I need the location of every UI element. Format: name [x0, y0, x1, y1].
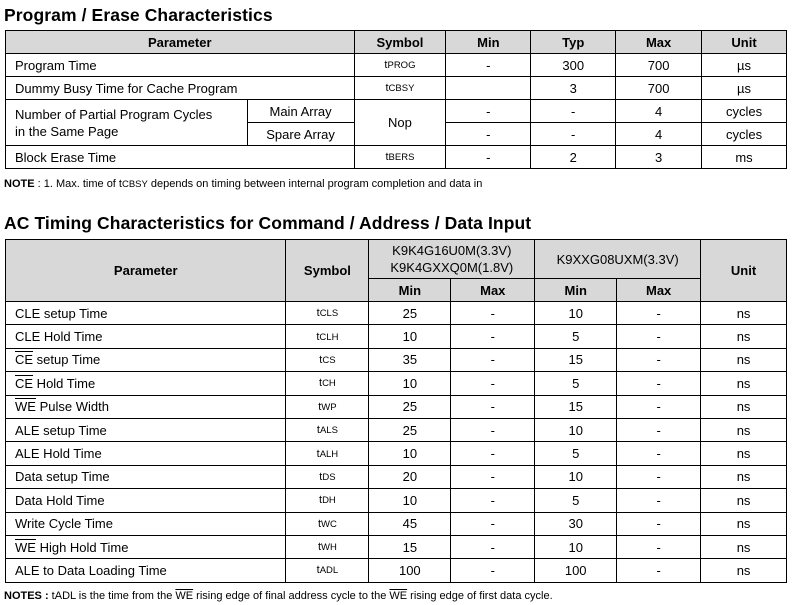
unit-cell: cycles: [702, 123, 787, 146]
param-cell: [6, 100, 248, 146]
unit-cell: ns: [701, 348, 787, 371]
unit-cell: ns: [701, 512, 787, 535]
header-unit: Unit: [702, 31, 787, 54]
max-cell-2: -: [617, 465, 701, 488]
symbol-cell: tCLH: [286, 325, 369, 348]
max-cell-2: -: [617, 489, 701, 512]
min-cell-2: 10: [535, 535, 617, 558]
max-cell-1: -: [451, 395, 535, 418]
header-parameter: Parameter: [6, 240, 286, 302]
unit-cell: ns: [701, 302, 787, 325]
min-cell-1: 25: [369, 395, 451, 418]
table-row: [6, 325, 787, 348]
max-cell-2: -: [617, 302, 701, 325]
min-cell-2: 5: [535, 372, 617, 395]
max-cell-2: -: [617, 512, 701, 535]
param-cell: $\overline{WE}$ High Hold Time: [6, 535, 286, 558]
symbol-cell: tCLS: [286, 302, 369, 325]
param-cell: ALE setup Time: [6, 418, 286, 441]
min-cell: -: [446, 146, 531, 169]
header-unit: Unit: [701, 240, 787, 302]
max-cell-2: -: [617, 348, 701, 371]
param-cell: Program Time: [6, 54, 355, 77]
table-row: [6, 100, 787, 123]
table-row: [6, 442, 787, 465]
min-cell-1: 15: [369, 535, 451, 558]
param-cell: $\overline{WE}$ Pulse Width: [6, 395, 286, 418]
subparam-spare-array: Spare Array: [247, 123, 354, 146]
unit-cell: µs: [702, 77, 787, 100]
symbol-cell: tWP: [286, 395, 369, 418]
min-cell-2: 10: [535, 418, 617, 441]
unit-cell: ns: [701, 442, 787, 465]
param-cell: ALE to Data Loading Time: [6, 559, 286, 582]
min-cell-1: 25: [369, 302, 451, 325]
typ-cell: 3: [531, 77, 616, 100]
symbol-cell: tWH: [286, 535, 369, 558]
symbol-cell: tCS: [286, 348, 369, 371]
header-parameter: Parameter: [6, 31, 355, 54]
param-cell: Write Cycle Time: [6, 512, 286, 535]
min-cell-2: 10: [535, 465, 617, 488]
max-cell-2: -: [617, 535, 701, 558]
min-cell: -: [446, 54, 531, 77]
max-cell-2: -: [617, 418, 701, 441]
min-cell-1: 20: [369, 465, 451, 488]
section-title-ac-timing: AC Timing Characteristics for Command / Address / Data Input: [4, 213, 532, 233]
max-cell-1: -: [451, 535, 535, 558]
header-min: Min: [446, 31, 531, 54]
unit-cell: ns: [701, 465, 787, 488]
typ-cell: -: [531, 100, 616, 123]
section-title-program-erase: Program / Erase Characteristics: [4, 5, 273, 25]
min-cell: [446, 77, 531, 100]
typ-cell: 300: [531, 54, 616, 77]
symbol-cell: tALH: [286, 442, 369, 465]
min-cell-1: 100: [369, 559, 451, 582]
table-row: [6, 465, 787, 488]
unit-cell: ns: [701, 395, 787, 418]
unit-cell: ms: [702, 146, 787, 169]
unit-cell: ns: [701, 489, 787, 512]
max-cell-2: -: [617, 395, 701, 418]
max-cell-1: -: [451, 372, 535, 395]
min-cell: -: [446, 100, 531, 123]
header-max-2: Max: [617, 279, 701, 302]
max-cell-2: -: [617, 559, 701, 582]
header-max-1: Max: [451, 279, 535, 302]
unit-cell: µs: [702, 54, 787, 77]
symbol-cell: tWC: [286, 512, 369, 535]
min-cell-2: 5: [535, 442, 617, 465]
header-max: Max: [616, 31, 702, 54]
max-cell-1: -: [451, 489, 535, 512]
max-cell-1: -: [451, 418, 535, 441]
symbol-cell: tCH: [286, 372, 369, 395]
table-row: [6, 348, 787, 371]
unit-cell: ns: [701, 325, 787, 348]
min-cell-1: 10: [369, 489, 451, 512]
max-cell-2: -: [617, 372, 701, 395]
param-line: in the Same Page: [15, 123, 119, 139]
min-cell-1: 10: [369, 325, 451, 348]
max-cell-1: -: [451, 348, 535, 371]
header-device-2: K9XXG08UXM(3.3V): [535, 240, 701, 279]
max-cell-1: -: [451, 325, 535, 348]
header-min-2: Min: [535, 279, 617, 302]
header-min-1: Min: [369, 279, 451, 302]
param-cell: Data Hold Time: [6, 489, 286, 512]
max-cell: 4: [616, 100, 702, 123]
unit-cell: ns: [701, 372, 787, 395]
unit-cell: ns: [701, 418, 787, 441]
min-cell-1: 10: [369, 372, 451, 395]
param-cell: $\overline{CE}$ Hold Time: [6, 372, 286, 395]
note-ac-timing: NOTES : tADL is the time from the $\overline{WE}$ rising edge of final address cycle to the $\overline{WE}$ rising edge of first data cycle.: [4, 590, 553, 602]
max-cell: 700: [616, 77, 702, 100]
max-cell-1: -: [451, 302, 535, 325]
min-cell-2: 100: [535, 559, 617, 582]
param-line: Number of Partial Program Cycles: [15, 106, 213, 122]
header-symbol: Symbol: [354, 31, 446, 54]
min-cell-2: 5: [535, 489, 617, 512]
note-program-erase: NOTE : 1. Max. time of tCBSY depends on timing between internal program completion and data in: [4, 178, 483, 190]
param-cell: Data setup Time: [6, 465, 286, 488]
ac-timing-table: [5, 239, 787, 583]
max-cell-2: -: [617, 325, 701, 348]
table-header-row: [6, 31, 787, 54]
min-cell-2: 5: [535, 325, 617, 348]
symbol-cell: tALS: [286, 418, 369, 441]
symbol-cell: tADL: [286, 559, 369, 582]
symbol-cell: tCBSY: [354, 77, 446, 100]
device-1-line: K9K4G16U0M(3.3V): [392, 243, 512, 258]
header-symbol: Symbol: [286, 240, 369, 302]
typ-cell: 2: [531, 146, 616, 169]
program-erase-table: [5, 30, 787, 169]
unit-cell: ns: [701, 559, 787, 582]
max-cell-1: -: [451, 442, 535, 465]
symbol-cell: tPROG: [354, 54, 446, 77]
min-cell-2: 15: [535, 395, 617, 418]
param-cell: CLE setup Time: [6, 302, 286, 325]
symbol-cell: Nop: [354, 100, 446, 146]
table-row: [6, 372, 787, 395]
table-row: [6, 512, 787, 535]
max-cell-1: -: [451, 512, 535, 535]
min-cell-2: 10: [535, 302, 617, 325]
table-row: [6, 146, 787, 169]
ac-timing-rows: [6, 302, 787, 583]
max-cell: 4: [616, 123, 702, 146]
table-header-row: [6, 240, 787, 279]
max-cell-2: -: [617, 442, 701, 465]
table-row: [6, 489, 787, 512]
max-cell: 3: [616, 146, 702, 169]
symbol-cell: tDH: [286, 489, 369, 512]
device-1-line: K9K4GXXQ0M(1.8V): [390, 260, 514, 275]
min-cell-2: 30: [535, 512, 617, 535]
min-cell-1: 10: [369, 442, 451, 465]
min-cell-1: 45: [369, 512, 451, 535]
table-row: [6, 77, 787, 100]
table-row: [6, 418, 787, 441]
max-cell: 700: [616, 54, 702, 77]
table-row: [6, 54, 787, 77]
table-row: [6, 302, 787, 325]
symbol-cell: tBERS: [354, 146, 446, 169]
max-cell-1: -: [451, 559, 535, 582]
min-cell-1: 25: [369, 418, 451, 441]
typ-cell: -: [531, 123, 616, 146]
unit-cell: cycles: [702, 100, 787, 123]
param-cell: Block Erase Time: [6, 146, 355, 169]
symbol-cell: tDS: [286, 465, 369, 488]
param-cell: CLE Hold Time: [6, 325, 286, 348]
table-row: [6, 535, 787, 558]
param-cell: ALE Hold Time: [6, 442, 286, 465]
table-row: [6, 395, 787, 418]
min-cell-2: 15: [535, 348, 617, 371]
max-cell-1: -: [451, 465, 535, 488]
subparam-main-array: Main Array: [247, 100, 354, 123]
param-cell: $\overline{CE}$ setup Time: [6, 348, 286, 371]
unit-cell: ns: [701, 535, 787, 558]
min-cell: -: [446, 123, 531, 146]
param-cell: Dummy Busy Time for Cache Program: [6, 77, 355, 100]
table-row: [6, 559, 787, 582]
header-typ: Typ: [531, 31, 616, 54]
min-cell-1: 35: [369, 348, 451, 371]
header-device-1: [369, 240, 535, 279]
